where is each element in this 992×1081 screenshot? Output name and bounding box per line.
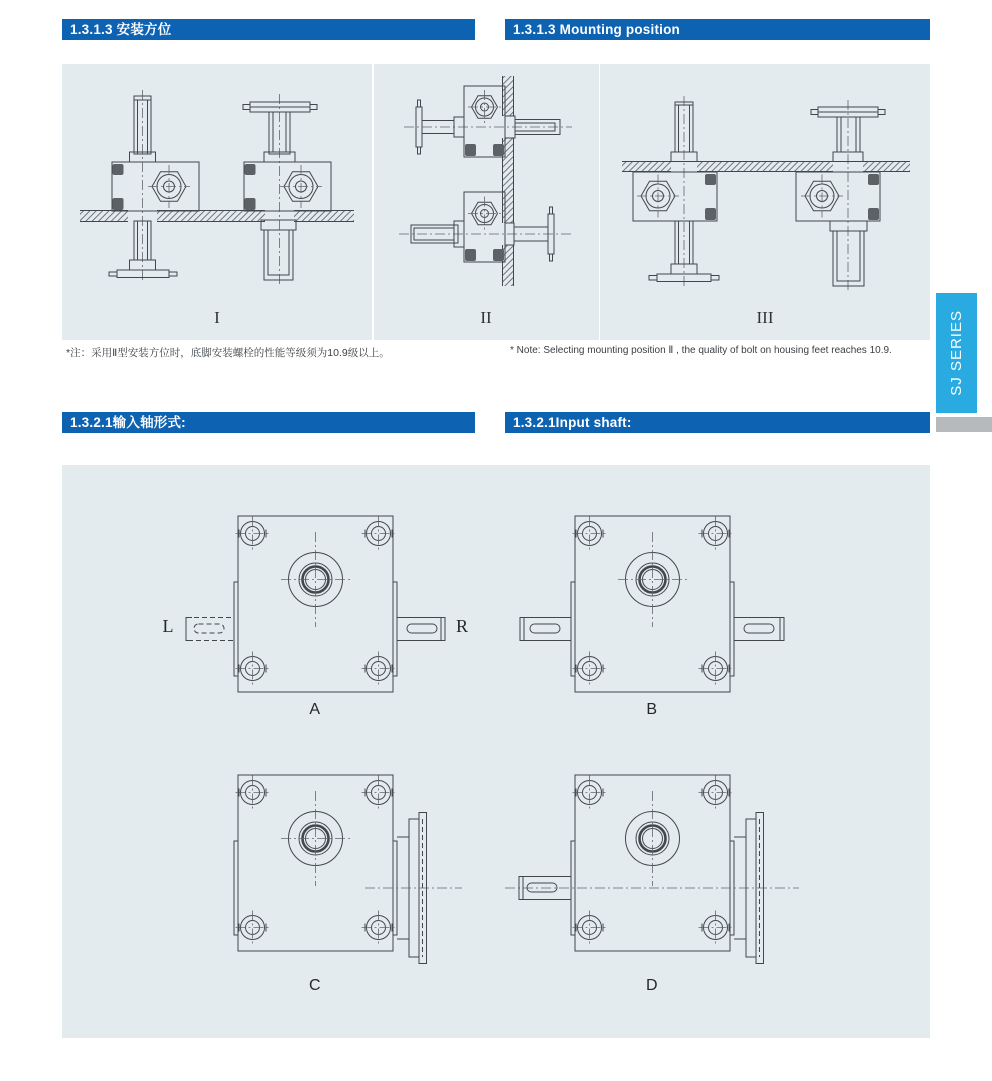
section1-header-zh: 1.3.1.3 安装方位: [62, 19, 475, 40]
mounting-position-panel: [62, 64, 930, 340]
input-shaft-D-drawing: [487, 749, 817, 989]
position-II-label: II: [480, 308, 492, 327]
series-side-tab: [936, 293, 977, 413]
shaft-type-A-label: A: [309, 701, 321, 718]
mounting-position-III-drawing: [600, 64, 930, 340]
input-shaft-B-drawing: [487, 490, 817, 730]
shaft-type-B-label: B: [646, 701, 658, 718]
input-shaft-panel: [62, 465, 930, 1038]
mounting-position-I-drawing: [62, 64, 372, 340]
side-gray-bar: [936, 417, 992, 432]
mounting-position-II-drawing: [374, 64, 599, 340]
section2-header-en: 1.3.2.1Input shaft:: [505, 412, 930, 433]
shaft-type-C-label: C: [308, 977, 322, 994]
shaft-left-label: L: [162, 616, 174, 636]
shaft-right-label: R: [455, 616, 468, 636]
mounting-position-III: [600, 64, 930, 340]
series-side-tab-label: SJ SERIES: [948, 310, 965, 396]
position-III-label: III: [756, 308, 774, 327]
position-I-label: I: [214, 308, 220, 327]
shaft-type-D-label: D: [645, 977, 659, 994]
mounting-position-I: [62, 64, 372, 340]
mounting-position-II: [374, 64, 599, 340]
mounting-note-zh: *注：采用Ⅱ型安装方位时，底脚安装螺栓的性能等级须为10.9级以上。: [66, 347, 390, 359]
section1-header-en: 1.3.1.3 Mounting position: [505, 19, 930, 40]
section2-header-zh: 1.3.2.1输入轴形式:: [62, 412, 475, 433]
input-shaft-A-drawing: [150, 490, 480, 730]
mounting-note-en: * Note: Selecting mounting position Ⅱ , the quality of bolt on housing feet reaches 10.9.: [510, 345, 892, 356]
input-shaft-C-drawing: [150, 749, 480, 989]
